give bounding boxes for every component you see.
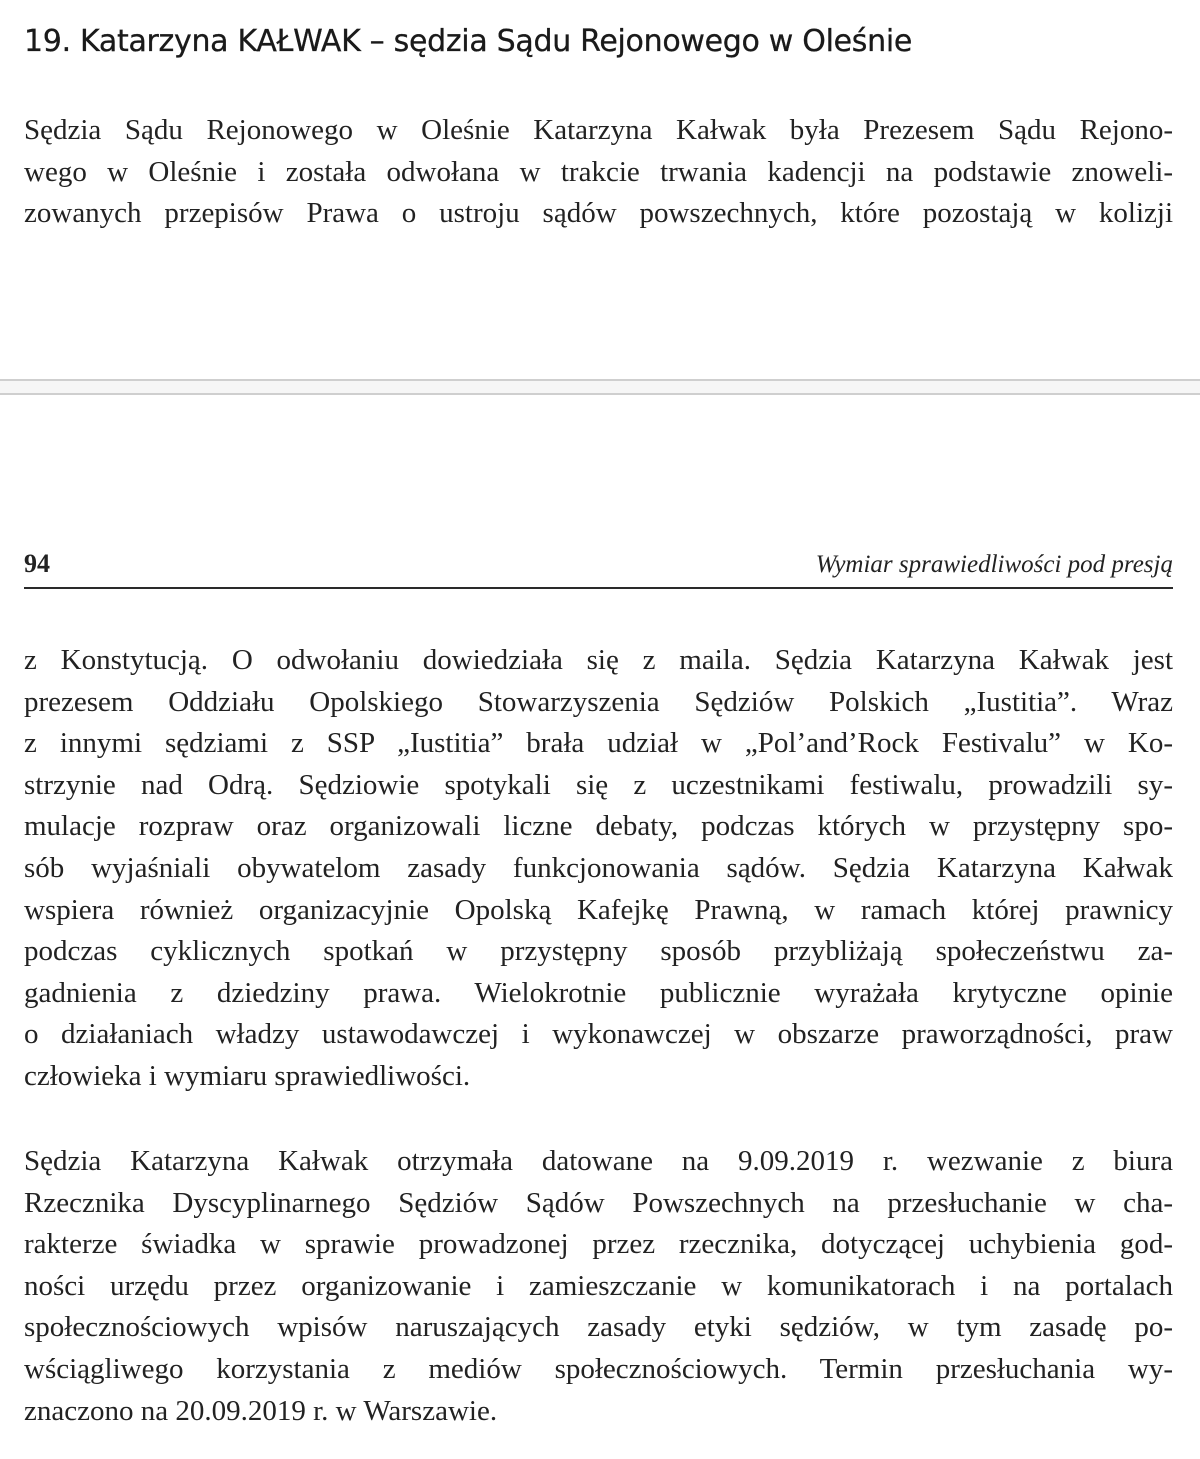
text-line: z innymi sędziami z SSP „Iustitia” brała udział w „Pol’and’Rock Festivalu” w Ko- <box>24 727 1173 760</box>
book-title: Wymiar sprawiedliwości pod presją <box>815 551 1173 578</box>
text-line: podczas cyklicznych spotkań w przystępny sposób przybliżają społeczeństwu za- <box>24 935 1173 968</box>
text-line: strzynie nad Odrą. Sędziowie spotykali się z uczestnikami festiwalu, prowadzili sy- <box>24 768 1173 801</box>
page-bottom <box>0 395 1200 1459</box>
text-line: Rzecznika Dyscyplinarnego Sędziów Sądów Powszechnych na przesłuchanie w cha- <box>24 1186 1173 1219</box>
text-line: rakterze świadka w sprawie prowadzonej przez rzecznika, dotyczącej uchybienia god- <box>24 1228 1173 1261</box>
text-line: społecznościowych wpisów naruszających zasady etyki sędziów, w tym zasadę po- <box>24 1311 1173 1344</box>
text-line: o działaniach władzy ustawodawczej i wykonawczej w obszarze praworządności, praw <box>24 1018 1173 1051</box>
paragraph-1 <box>24 640 1173 1098</box>
paragraph-2 <box>24 1141 1173 1432</box>
text-line: zowanych przepisów Prawa o ustroju sądów powszechnych, które pozostają w kolizji <box>24 197 1173 230</box>
text-line: z Konstytucją. O odwołaniu dowiedziała się z maila. Sędzia Katarzyna Kałwak jest <box>24 644 1173 676</box>
text-line: człowieka i wymiaru sprawiedliwości. <box>24 1059 471 1092</box>
page-number: 94 <box>24 549 50 578</box>
text-line: ności urzędu przez organizowanie i zamieszczanie w komunikatorach i na portalach <box>24 1269 1173 1302</box>
text-line: mulacje rozpraw oraz organizowali liczne debaty, podczas których w przystępny spo- <box>24 810 1173 843</box>
page-top <box>0 0 1200 380</box>
text-line: Sędzia Sądu Rejonowego w Oleśnie Katarzyna Kałwak była Prezesem Sądu Rejono- <box>24 114 1173 146</box>
section-heading: 19. Katarzyna KAŁWAK – sędzia Sądu Rejonowego w Oleśnie <box>24 24 913 59</box>
text-line: znaczono na 20.09.2019 r. w Warszawie. <box>24 1394 498 1427</box>
text-line: wego w Oleśnie i została odwołana w trakcie trwania kadencji na podstawie znoweli- <box>24 155 1173 188</box>
text-line: Sędzia Katarzyna Kałwak otrzymała datowane na 9.09.2019 r. wezwanie z biura <box>24 1145 1173 1177</box>
text-line: gadnienia z dziedziny prawa. Wielokrotnie publicznie wyrażała krytyczne opinie <box>24 976 1173 1009</box>
paragraph-top <box>24 110 1173 235</box>
text-line: prezesem Oddziału Opolskiego Stowarzyszenia Sędziów Polskich „Iustitia”. Wraz <box>24 685 1173 718</box>
running-header <box>24 543 1173 589</box>
page-break-separator <box>0 379 1200 395</box>
text-line: sób wyjaśniali obywatelom zasady funkcjonowania sądów. Sędzia Katarzyna Kałwak <box>24 851 1173 884</box>
text-line: wspiera również organizacyjnie Opolską Kafejkę Prawną, w ramach której prawnicy <box>24 893 1173 926</box>
text-line: wściągliwego korzystania z mediów społecznościowych. Termin przesłuchania wy- <box>24 1352 1173 1385</box>
